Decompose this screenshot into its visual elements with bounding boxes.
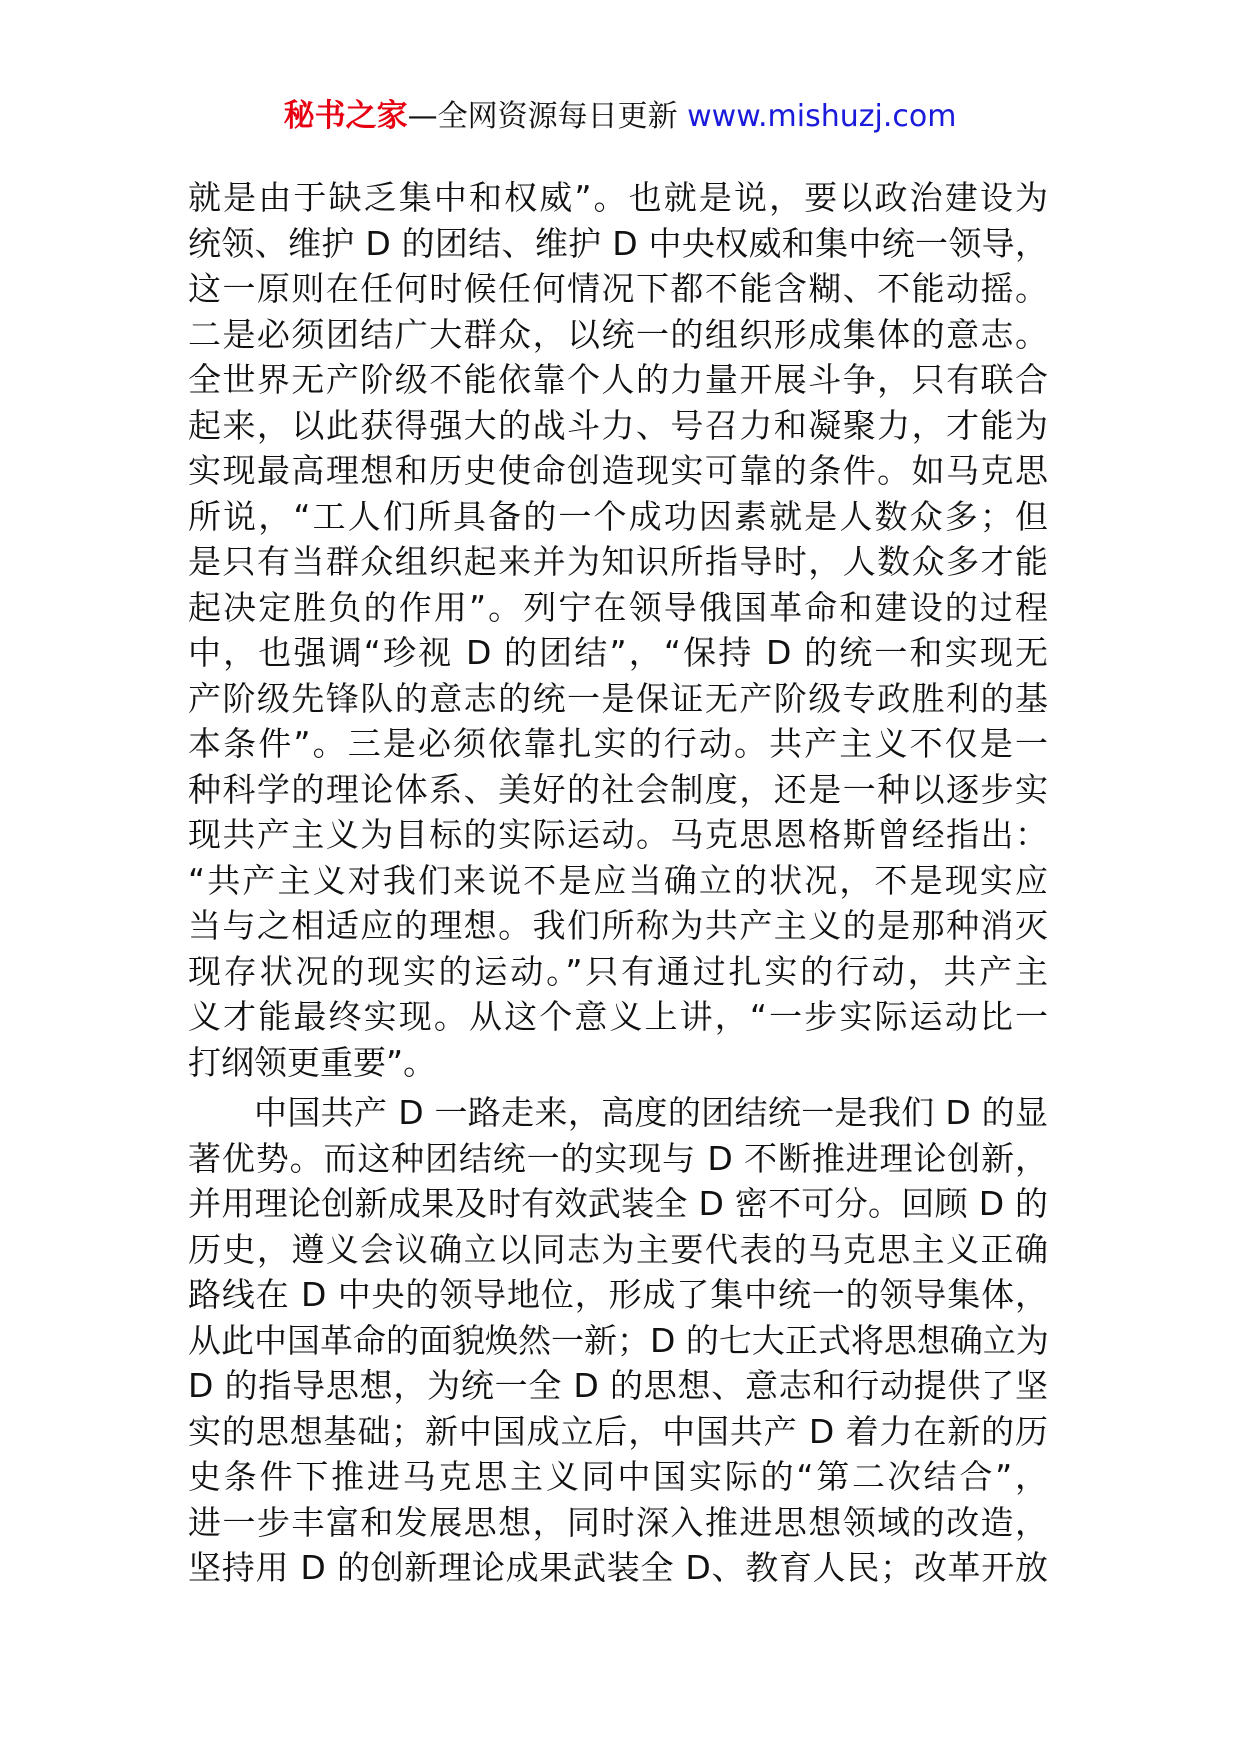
text-line: 从此中国革命的面貌焕然一新；D 的七大正式将思想确立为 bbox=[188, 1320, 1049, 1360]
text-line: 现共产主义为目标的实际运动。马克思恩格斯曾经指出： bbox=[188, 815, 1048, 854]
text-line: 现存状况的现实的运动。”只有通过扎实的行动，共产主 bbox=[188, 951, 1048, 991]
text-line: 中国共产 D 一路走来，高度的团结统一是我们 D 的显 bbox=[254, 1093, 1048, 1132]
text-line: 产阶级先锋队的意志的统一是保证无产阶级专政胜利的基 bbox=[188, 678, 1048, 718]
text-line: 实现最高理想和历史使命创造现实可靠的条件。如马克思 bbox=[188, 451, 1048, 490]
text-line: 起来，以此获得强大的战斗力、号召力和凝聚力，才能为 bbox=[188, 405, 1048, 445]
text-line: 全世界无产阶级不能依靠个人的力量开展斗争，只有联合 bbox=[188, 360, 1048, 399]
text-line: 史条件下推进马克思主义同中国实际的“第二次结合”， bbox=[188, 1457, 1048, 1496]
text-line: 并用理论创新成果及时有效武装全 D 密不可分。回顾 D 的 bbox=[188, 1184, 1048, 1223]
text-line: 义才能最终实现。从这个意义上讲，“一步实际运动比一 bbox=[188, 997, 1048, 1036]
text-line: “共产主义对我们来说不是应当确立的状况，不是现实应 bbox=[188, 860, 1048, 900]
text-line: 历史，遵义会议确立以同志为主要代表的马克思主义正确 bbox=[188, 1229, 1048, 1269]
document-body bbox=[188, 175, 1048, 1591]
text-line: 就是由于缺乏集中和权威”。也就是说，要以政治建设为 bbox=[188, 178, 1048, 217]
paragraph bbox=[188, 175, 1048, 1085]
text-line: 坚持用 D 的创新理论成果武装全 D、教育人民；改革开放 bbox=[188, 1548, 1048, 1587]
text-line: 是只有当群众组织起来并为知识所指导时，人数众多才能 bbox=[188, 542, 1048, 581]
text-line: 统领、维护 D 的团结、维护 D 中央权威和集中统一领导， bbox=[188, 223, 1048, 263]
text-line: 进一步丰富和发展思想，同时深入推进思想领域的改造， bbox=[188, 1502, 1048, 1542]
paragraph bbox=[188, 1090, 1048, 1591]
text-line: 路线在 D 中央的领导地位，形成了集中统一的领导集体， bbox=[188, 1275, 1048, 1314]
site-url-link[interactable]: www.mishuzj.com bbox=[687, 99, 957, 134]
page-header bbox=[0, 96, 1240, 137]
text-line: 本条件”。三是必须依靠扎实的行动。共产主义不仅是一 bbox=[188, 724, 1048, 763]
text-line: 这一原则在任何时候任何情况下都不能含糊、不能动摇。 bbox=[188, 269, 1048, 308]
header-tagline: —全网资源每日更新 bbox=[407, 99, 688, 134]
text-line: 中，也强调“珍视 D 的团结”，“保持 D 的统一和实现无 bbox=[188, 633, 1048, 672]
text-line: 种科学的理论体系、美好的社会制度，还是一种以逐步实 bbox=[188, 769, 1048, 809]
text-line: D 的指导思想，为统一全 D 的思想、意志和行动提供了坚 bbox=[188, 1366, 1048, 1405]
brand-name: 秘书之家 bbox=[283, 98, 408, 134]
text-line: 当与之相适应的理想。我们所称为共产主义的是那种消灭 bbox=[188, 906, 1048, 945]
text-line: 实的思想基础；新中国成立后，中国共产 D 着力在新的历 bbox=[188, 1411, 1048, 1451]
text-line: 起决定胜负的作用”。列宁在领导俄国革命和建设的过程 bbox=[188, 587, 1048, 627]
text-line: 二是必须团结广大群众，以统一的组织形成集体的意志。 bbox=[188, 314, 1048, 354]
text-line: 所说，“工人们所具备的一个成功因素就是人数众多；但 bbox=[188, 496, 1048, 536]
text-line: 打纲领更重要”。 bbox=[188, 1042, 437, 1082]
text-line: 著优势。而这种团结统一的实现与 D 不断推进理论创新， bbox=[188, 1138, 1048, 1178]
